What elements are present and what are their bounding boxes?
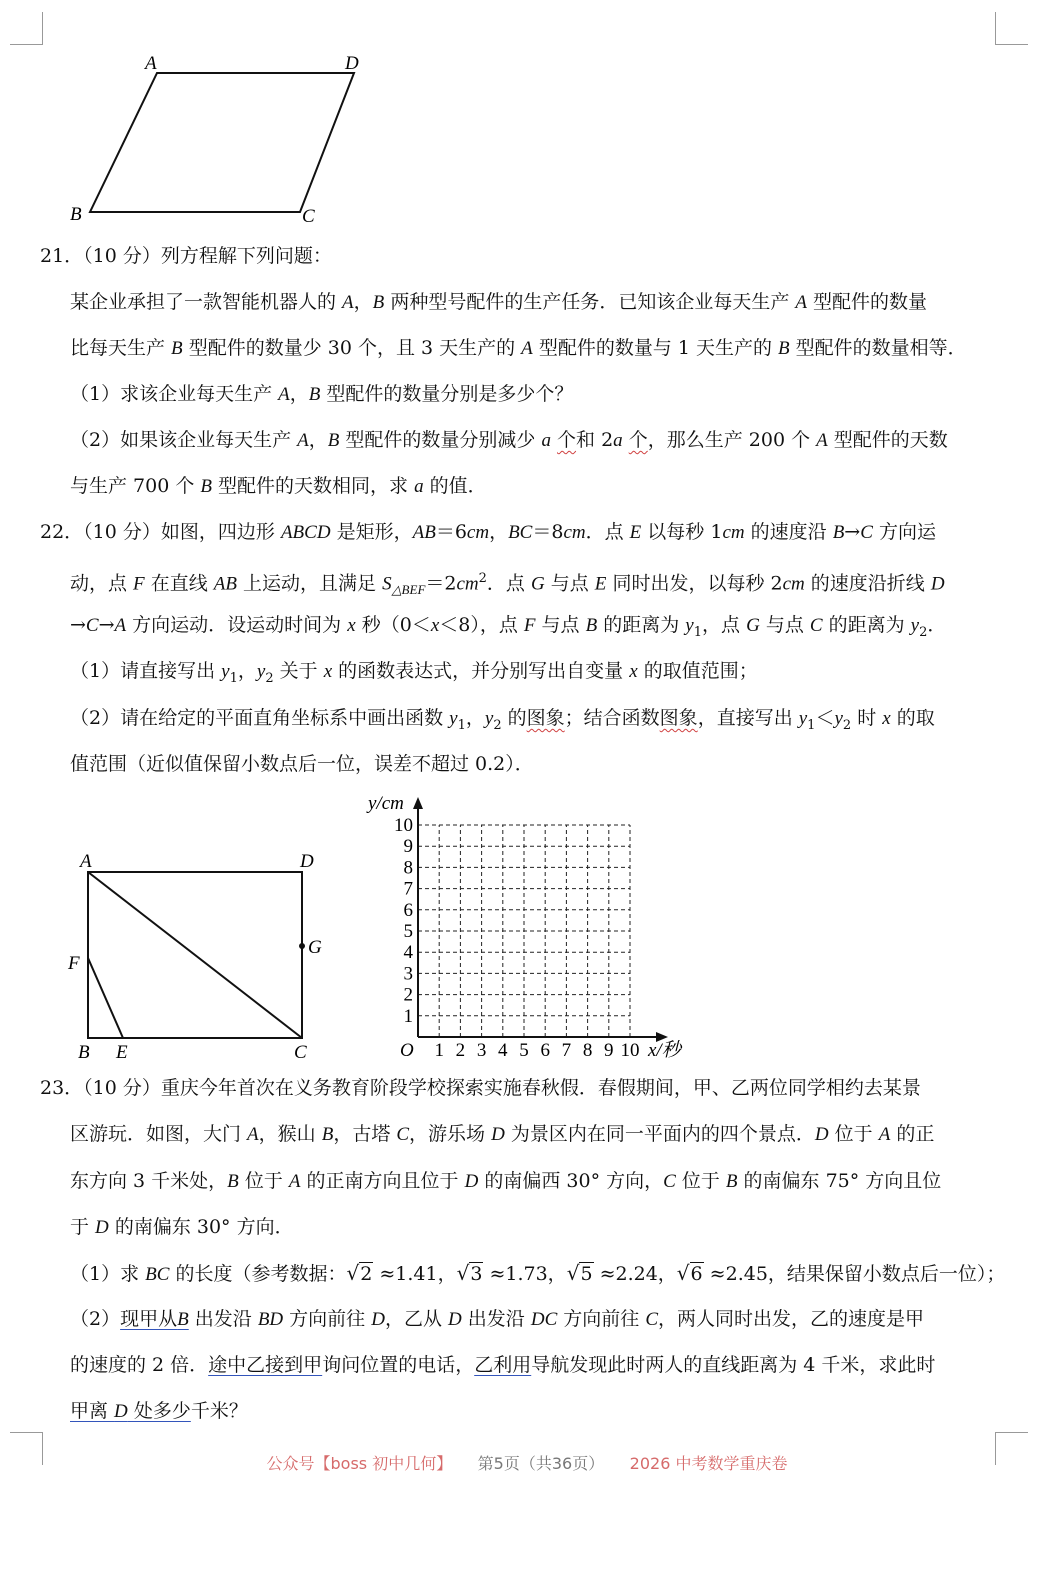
q23-line2: 区游玩．如图，大门 A，猴山 B，古塔 C，游乐场 D 为景区内在同一平面内的四个景点．D 位于 A 的正 — [70, 1123, 935, 1145]
rect-label-F: F — [68, 953, 80, 974]
rectangle-figure — [60, 845, 340, 1065]
crop-mark-top-left — [10, 12, 43, 45]
x-tick-label: 5 — [519, 1040, 529, 1061]
y-tick-label: 1 — [403, 1005, 413, 1027]
y-axis-arrow — [413, 797, 423, 809]
y-tick-label: 9 — [403, 836, 413, 858]
parallelogram-figure — [60, 45, 380, 230]
x-tick-label: 1 — [434, 1040, 444, 1061]
y-tick-label: 7 — [403, 878, 413, 900]
q22-part2: （2）请在给定的平面直角坐标系中画出函数 $y_1$，$y_2$ 的图象；结合函数图象，直接写出 $y_1<y_2$ 时 x 的取 — [70, 707, 935, 733]
x-tick-label: 6 — [540, 1040, 550, 1061]
y-tick-labels — [394, 815, 414, 1027]
q21-part2-cont: 与生产 700 个 B 型配件的天数相同，求 a 的值． — [70, 475, 487, 497]
label-A: A — [145, 53, 157, 74]
q22-line2: 动，点 F 在直线 AB 上运动，且满足 $S_{\triangle BEF}=2cm^2$．点 G 与点 E 同时出发，以每秒 2cm 的速度沿折线 D — [70, 571, 945, 598]
footer-wechat: 公众号【boss 初中几何】 — [266, 1454, 453, 1473]
footer-page-number: 第5页（共36页） — [477, 1454, 605, 1473]
origin-label: O — [400, 1040, 414, 1061]
coordinate-grid — [360, 785, 700, 1070]
y-tick-label: 3 — [403, 963, 413, 985]
q23-line3: 东方向 3 千米处，B 位于 A 的正南方向且位于 D 的南偏西 30° 方向，C 位于 B 的南偏东 75° 方向且位 — [70, 1170, 942, 1192]
y-tick-label: 6 — [403, 899, 413, 921]
x-tick-label: 10 — [620, 1040, 640, 1061]
q21-part2: （2）如果该企业每天生产 A，B 型配件的数量分别减少 a 个和 2a 个，那么生产 200 个 A 型配件的天数 — [70, 429, 948, 451]
q23-line4: 于 D 的南偏东 30° 方向． — [70, 1216, 294, 1238]
q22-line1: 22．（10 分）如图，四边形 ABCD 是矩形，AB＝6cm，BC＝8cm．点 E 以每秒 1cm 的速度沿 B→C 方向运 — [40, 521, 936, 543]
y-tick-label: 4 — [403, 942, 413, 964]
grid-lines — [418, 825, 630, 1037]
y-tick-label: 5 — [403, 921, 413, 942]
y-tick-label: 10 — [394, 815, 413, 836]
rect-label-A: A — [80, 851, 92, 872]
q22-line3: →C→A 方向运动．设运动时间为 x 秒（0＜x＜8），点 F 与点 B 的距离为 $y_1$，点 G 与点 C 的距离为 $y_2$． — [70, 614, 947, 640]
x-tick-label: 7 — [561, 1040, 572, 1061]
q23-part2: （2）现甲从B 出发沿 BD 方向前往 D，乙从 D 出发沿 DC 方向前往 C，两人同时出发，乙的速度是甲 — [70, 1308, 925, 1330]
q22-part2-cont: 值范围（近似值保留小数点后一位，误差不超过 0.2）． — [70, 753, 534, 775]
x-tick-label: 8 — [582, 1040, 593, 1061]
rect-label-E: E — [116, 1042, 128, 1063]
q23-part2-line3: 甲离 D 处多少千米？ — [70, 1400, 248, 1422]
x-axis-label: x/秒 — [648, 1040, 681, 1061]
label-D: D — [345, 53, 359, 74]
y-axis-label: y/cm — [368, 793, 404, 814]
q23-part1: （1）求 BC 的长度（参考数据：√2 ≈1.41，√3 ≈1.73，√5 ≈2.24，√6 ≈2.45，结果保留小数点后一位）； — [70, 1261, 1006, 1285]
q23-part2-line2: 的速度的 2 倍．途中乙接到甲询问位置的电话，乙利用导航发现此时两人的直线距离为 4 千米，求此时 — [70, 1354, 936, 1376]
x-tick-labels — [434, 1040, 639, 1061]
y-tick-label: 8 — [403, 857, 413, 879]
q23-line1: 23．（10 分）重庆今年首次在义务教育阶段学校探索实施春秋假．春假期间，甲、乙两位同学相约去某景 — [40, 1077, 921, 1099]
q21-line2: 比每天生产 B 型配件的数量少 30 个，且 3 天生产的 A 型配件的数量与 1 天生产的 B 型配件的数量相等． — [70, 337, 967, 359]
rect-label-G: G — [308, 937, 322, 958]
q22-part1: （1）请直接写出 $y_1$，$y_2$ 关于 x 的函数表达式，并分别写出自变量 x 的取值范围； — [70, 660, 758, 686]
y-tick-label: 2 — [403, 984, 413, 1006]
label-B: B — [70, 204, 82, 225]
q21-heading: 21．（10 分）列方程解下列问题： — [40, 245, 332, 267]
q21-part1: （1）求该企业每天生产 A，B 型配件的数量分别是多少个？ — [70, 383, 574, 405]
x-tick-label: 3 — [476, 1040, 487, 1061]
page-footer — [0, 1451, 1054, 1474]
crop-mark-top-right — [995, 12, 1028, 45]
footer-exam-title: 2026 中考数学重庆卷 — [629, 1454, 788, 1473]
x-tick-label: 2 — [455, 1040, 466, 1061]
rect-label-B: B — [78, 1042, 90, 1063]
x-tick-label: 9 — [604, 1040, 614, 1061]
q21-line1: 某企业承担了一款智能机器人的 A，B 两种型号配件的生产任务．已知该企业每天生产 A 型配件的数量 — [70, 291, 928, 313]
x-tick-label: 4 — [498, 1040, 508, 1061]
rect-label-D: D — [300, 851, 314, 872]
label-C: C — [302, 206, 315, 227]
rect-label-C: C — [294, 1042, 307, 1063]
